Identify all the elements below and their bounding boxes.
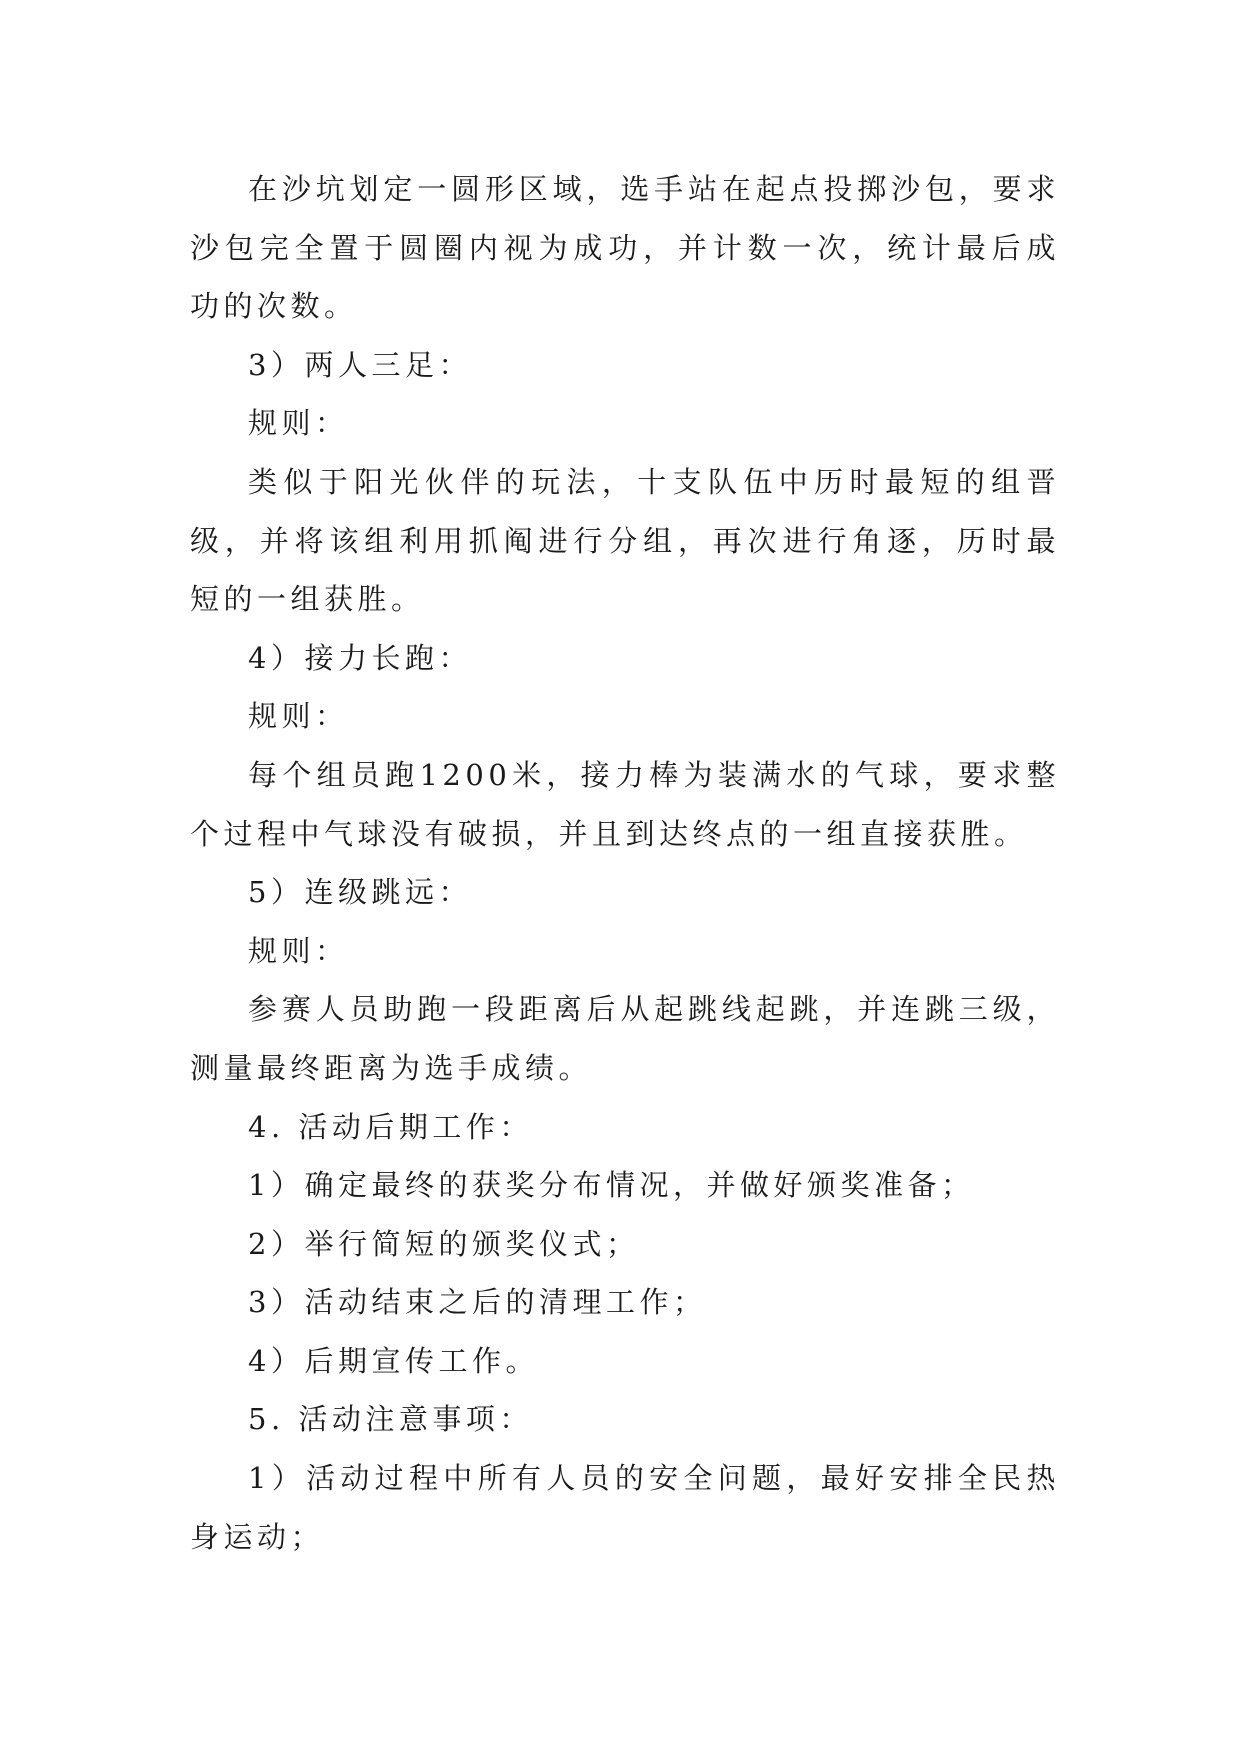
- document-body: [190, 160, 1060, 1566]
- rules-label: 规则：: [248, 699, 349, 734]
- list-item-notes-1: 1）活动过程中所有人员的安全问题，最好安排全民热身运动；: [190, 1461, 1060, 1554]
- heading-three-legged-race: 3）两人三足：: [248, 347, 472, 382]
- paragraph-relay-rules: 每个组员跑1200米，接力棒为装满水的气球，要求整个过程中气球没有破损，并且到达终点的一组直接获胜。: [190, 757, 1060, 851]
- heading-activity-notes: 5. 活动注意事项：: [248, 1402, 533, 1437]
- heading-triple-jump: 5）连级跳远：: [248, 875, 472, 910]
- heading-relay-run: 4）接力长跑：: [248, 640, 472, 675]
- list-item-post-work-2: 2）举行简短的颁奖仪式；: [248, 1226, 640, 1261]
- rules-label: 规则：: [248, 406, 349, 441]
- list-item-post-work-1: 1）确定最终的获奖分布情况，并做好颁奖准备；: [248, 1168, 975, 1203]
- paragraph-sandbag-rules: 在沙坑划定一圆形区域，选手站在起点投掷沙包，要求沙包完全置于圆圈内视为成功，并计数一次，统计最后成功的次数。: [190, 172, 1060, 324]
- rules-label: 规则：: [248, 933, 349, 968]
- list-item-post-work-3: 3）活动结束之后的清理工作；: [248, 1285, 707, 1320]
- paragraph-three-legged-rules: 类似于阳光伙伴的玩法，十支队伍中历时最短的组晋级，并将该组利用抓阄进行分组，再次进行角逐，历时最短的一组获胜。: [190, 464, 1060, 617]
- list-item-post-work-4: 4）后期宣传工作。: [248, 1343, 539, 1378]
- heading-post-activity-work: 4. 活动后期工作：: [248, 1109, 533, 1144]
- paragraph-triple-jump-rules: 参赛人员助跑一段距离后从起跳线起跳，并连跳三级，测量最终距离为选手成绩。: [190, 992, 1060, 1085]
